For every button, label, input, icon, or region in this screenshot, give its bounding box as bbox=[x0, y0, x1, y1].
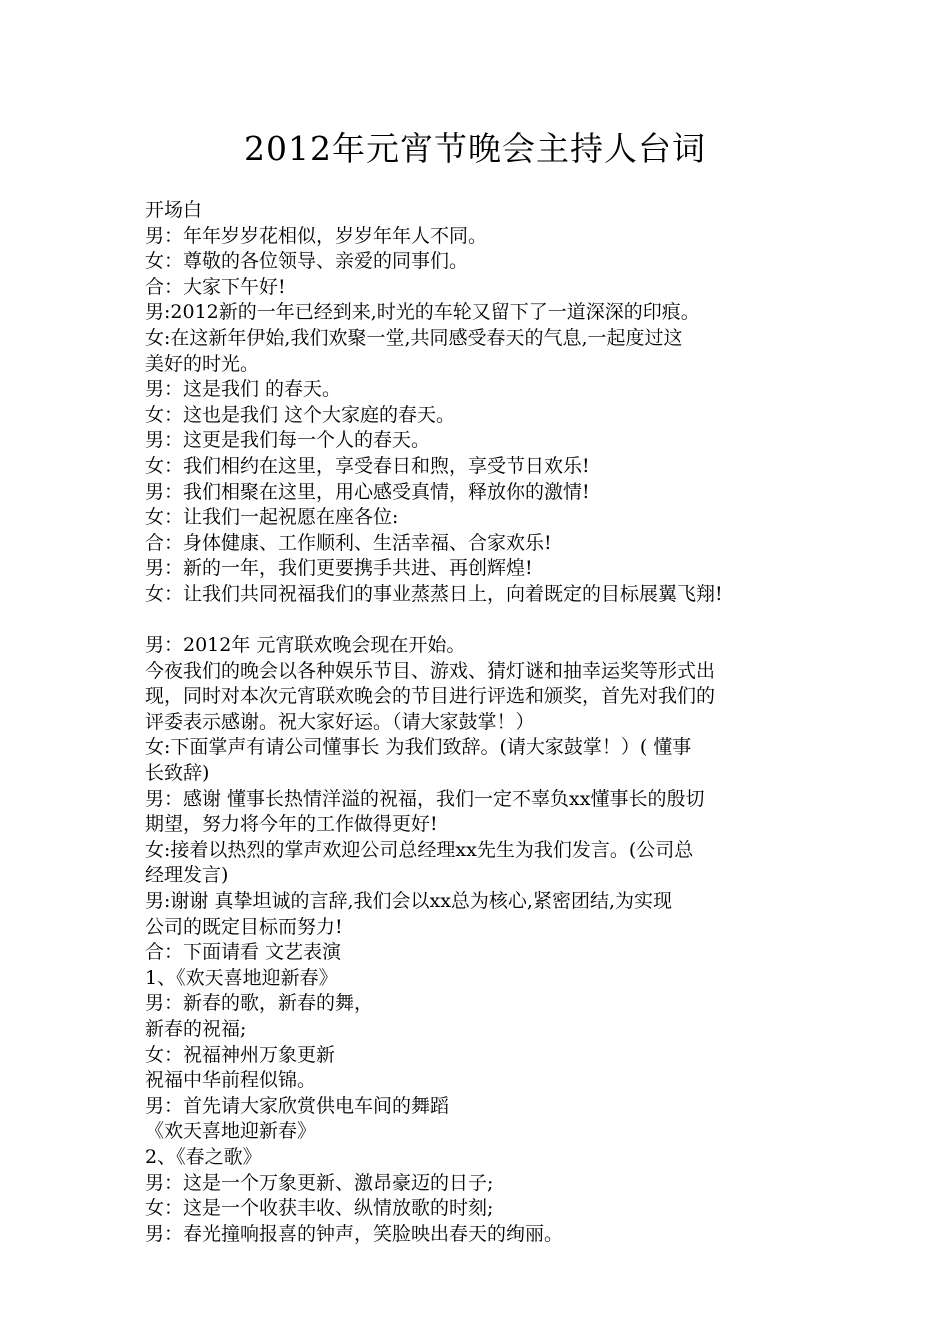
text-line: 女：让我们共同祝福我们的事业蒸蒸日上，向着既定的目标展翼飞翔! bbox=[145, 582, 723, 605]
text-line: 男:谢谢 真挚坦诚的言辞,我们会以xx总为核心,紧密团结,为实现 bbox=[145, 890, 672, 913]
text-line: 2、《春之歌》 bbox=[145, 1145, 262, 1168]
text-line: 今夜我们的晚会以各种娱乐节目、游戏、猜灯谜和抽幸运奖等形式出 bbox=[145, 659, 716, 682]
text-line: 男：新的一年，我们更要携手共进、再创辉煌! bbox=[145, 557, 533, 580]
text-line: 合：身体健康、工作顺利、生活幸福、合家欢乐! bbox=[145, 531, 552, 554]
text-line: 男:2012新的一年已经到来,时光的车轮又留下了一道深深的印痕。 bbox=[145, 301, 700, 324]
text-line: 公司的既定目标而努力! bbox=[145, 915, 343, 938]
text-line: 女：我们相约在这里，享受春日和煦，享受节日欢乐! bbox=[145, 454, 590, 477]
text-line: 经理发言) bbox=[145, 864, 229, 887]
text-line: 女:下面掌声有请公司懂事长 为我们致辞。(请大家鼓掌！）( 懂事 bbox=[145, 736, 692, 759]
text-line: 男：年年岁岁花相似，岁岁年年人不同。 bbox=[145, 224, 488, 247]
text-line: 男：新春的歌，新春的舞， bbox=[145, 992, 374, 1015]
text-line: 男：感谢 懂事长热情洋溢的祝福，我们一定不辜负xx懂事长的殷切 bbox=[145, 787, 705, 810]
text-line: 女：这也是我们 这个大家庭的春天。 bbox=[145, 403, 456, 426]
text-line: 祝福中华前程似锦。 bbox=[145, 1069, 317, 1092]
text-line: 男：首先请大家欣赏供电车间的舞蹈 bbox=[145, 1094, 450, 1117]
text-line: 女:接着以热烈的掌声欢迎公司总经理xx先生为我们发言。(公司总 bbox=[145, 838, 694, 861]
text-line: 男：春光撞响报喜的钟声，笑脸映出春天的绚丽。 bbox=[145, 1222, 564, 1245]
text-line: 新春的祝福; bbox=[145, 1018, 247, 1040]
text-line: 女:在这新年伊始,我们欢聚一堂,共同感受春天的气息,一起度过这 bbox=[145, 326, 683, 349]
document-body bbox=[145, 198, 815, 1247]
text-line: 男：这更是我们每一个人的春天。 bbox=[145, 429, 431, 452]
text-line: 期望，努力将今年的工作做得更好! bbox=[145, 813, 438, 836]
text-line: 《欢天喜地迎新春》 bbox=[145, 1120, 317, 1143]
text-line: 男：这是一个万象更新、激昂豪迈的日子; bbox=[145, 1171, 494, 1194]
blank-line bbox=[145, 608, 815, 634]
text-line: 女：这是一个收获丰收、纵情放歌的时刻; bbox=[145, 1197, 494, 1220]
text-line: 合：下面请看 文艺表演 bbox=[145, 941, 342, 964]
text-line: 女：祝福神州万象更新 bbox=[145, 1043, 336, 1066]
text-line: 评委表示感谢。祝大家好运。（请大家鼓掌！） bbox=[145, 710, 535, 733]
text-line: 男：我们相聚在这里，用心感受真情，释放你的激情! bbox=[145, 480, 590, 503]
text-line: 1、《欢天喜地迎新春》 bbox=[145, 966, 338, 989]
text-line: 合：大家下午好! bbox=[145, 275, 286, 298]
document-title: 2012年元宵节晚会主持人台词 bbox=[244, 129, 706, 168]
text-line: 男：这是我们 的春天。 bbox=[145, 378, 342, 401]
text-line: 男：2012年 元宵联欢晚会现在开始。 bbox=[145, 634, 466, 657]
text-line: 长致辞) bbox=[145, 762, 210, 785]
text-line: 美好的时光。 bbox=[145, 352, 260, 375]
text-line: 开场白 bbox=[145, 199, 203, 221]
text-line: 女：让我们一起祝愿在座各位: bbox=[145, 506, 399, 529]
text-line: 女：尊敬的各位领导、亲爱的同事们。 bbox=[145, 250, 469, 273]
text-line: 现，同时对本次元宵联欢晚会的节目进行评选和颁奖，首先对我们的 bbox=[145, 685, 716, 708]
